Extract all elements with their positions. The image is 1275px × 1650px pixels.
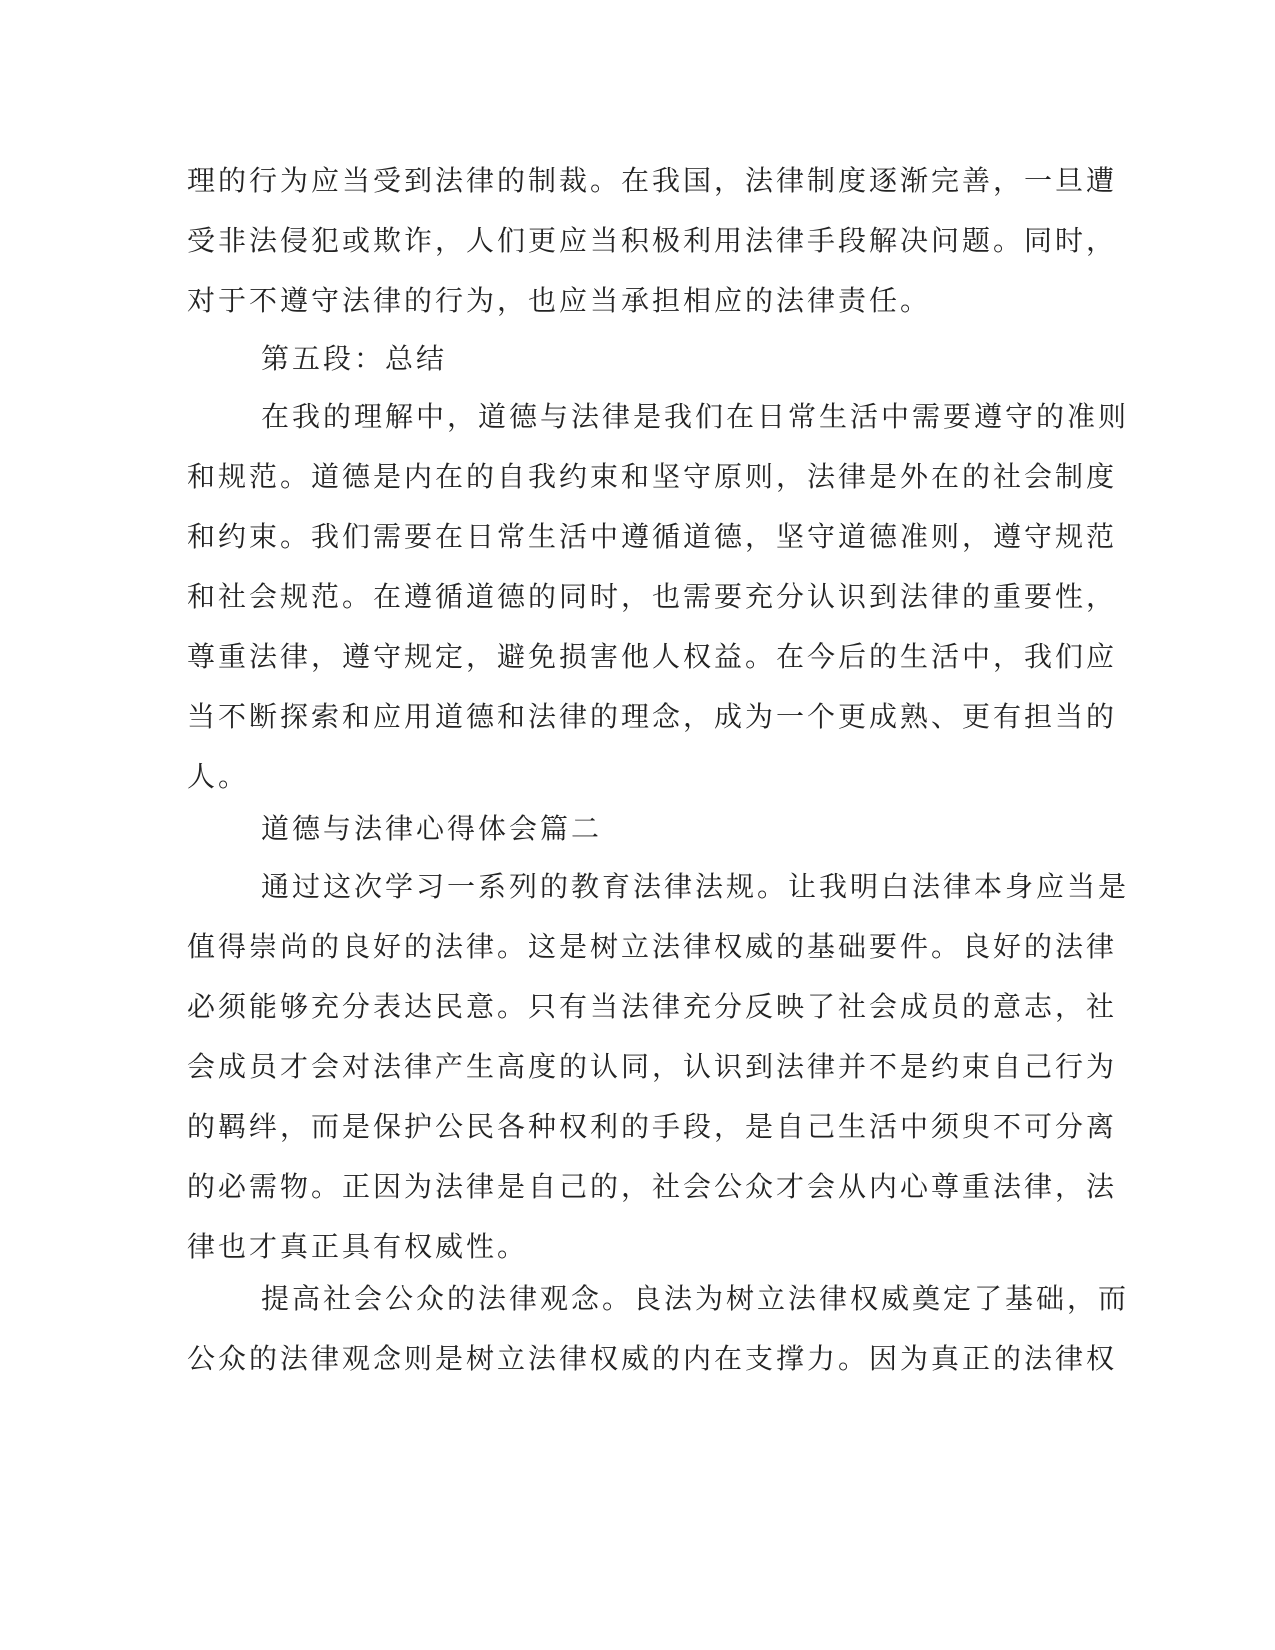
text-line: 值得崇尚的良好的法律。这是树立法律权威的基础要件。良好的法律	[187, 930, 1118, 963]
text-line: 会成员才会对法律产生高度的认同，认识到法律并不是约束自己行为	[187, 1050, 1118, 1083]
text-line: 在我的理解中，道德与法律是我们在日常生活中需要遵守的准则	[261, 400, 1130, 433]
text-line: 和社会规范。在遵循道德的同时，也需要充分认识到法律的重要性，	[187, 580, 1118, 613]
title-line: 道德与法律心得体会篇二	[261, 812, 603, 845]
text-line: 的羁绊，而是保护公民各种权利的手段，是自己生活中须臾不可分离	[187, 1110, 1118, 1143]
text-line: 律也才真正具有权威性。	[187, 1230, 529, 1263]
paragraph	[187, 387, 1130, 807]
section-heading	[187, 329, 1067, 389]
paragraph	[187, 857, 1130, 1277]
text-line: 当不断探索和应用道德和法律的理念，成为一个更成熟、更有担当的	[187, 700, 1118, 733]
text-line: 和规范。道德是内在的自我约束和坚守原则，法律是外在的社会制度	[187, 460, 1118, 493]
text-line: 理的行为应当受到法律的制裁。在我国，法律制度逐渐完善，一旦遭	[187, 164, 1118, 197]
heading-line: 第五段：总结	[261, 342, 448, 375]
text-line: 通过这次学习一系列的教育法律法规。让我明白法律本身应当是	[261, 870, 1130, 903]
paragraph	[187, 151, 1118, 331]
text-line: 的必需物。正因为法律是自己的，社会公众才会从内心尊重法律，法	[187, 1170, 1118, 1203]
paragraph	[187, 1269, 1130, 1389]
text-line: 受非法侵犯或欺诈，人们更应当积极利用法律手段解决问题。同时，	[187, 224, 1118, 257]
article-title	[187, 799, 1067, 859]
text-line: 提高社会公众的法律观念。良法为树立法律权威奠定了基础，而	[261, 1282, 1130, 1315]
text-line: 和约束。我们需要在日常生活中遵循道德，坚守道德准则，遵守规范	[187, 520, 1118, 553]
text-line: 人。	[187, 760, 250, 793]
text-line: 公众的法律观念则是树立法律权威的内在支撑力。因为真正的法律权	[187, 1342, 1118, 1375]
text-line: 尊重法律，遵守规定，避免损害他人权益。在今后的生活中，我们应	[187, 640, 1118, 673]
text-line: 必须能够充分表达民意。只有当法律充分反映了社会成员的意志，社	[187, 990, 1118, 1023]
text-line: 对于不遵守法律的行为，也应当承担相应的法律责任。	[187, 284, 932, 317]
